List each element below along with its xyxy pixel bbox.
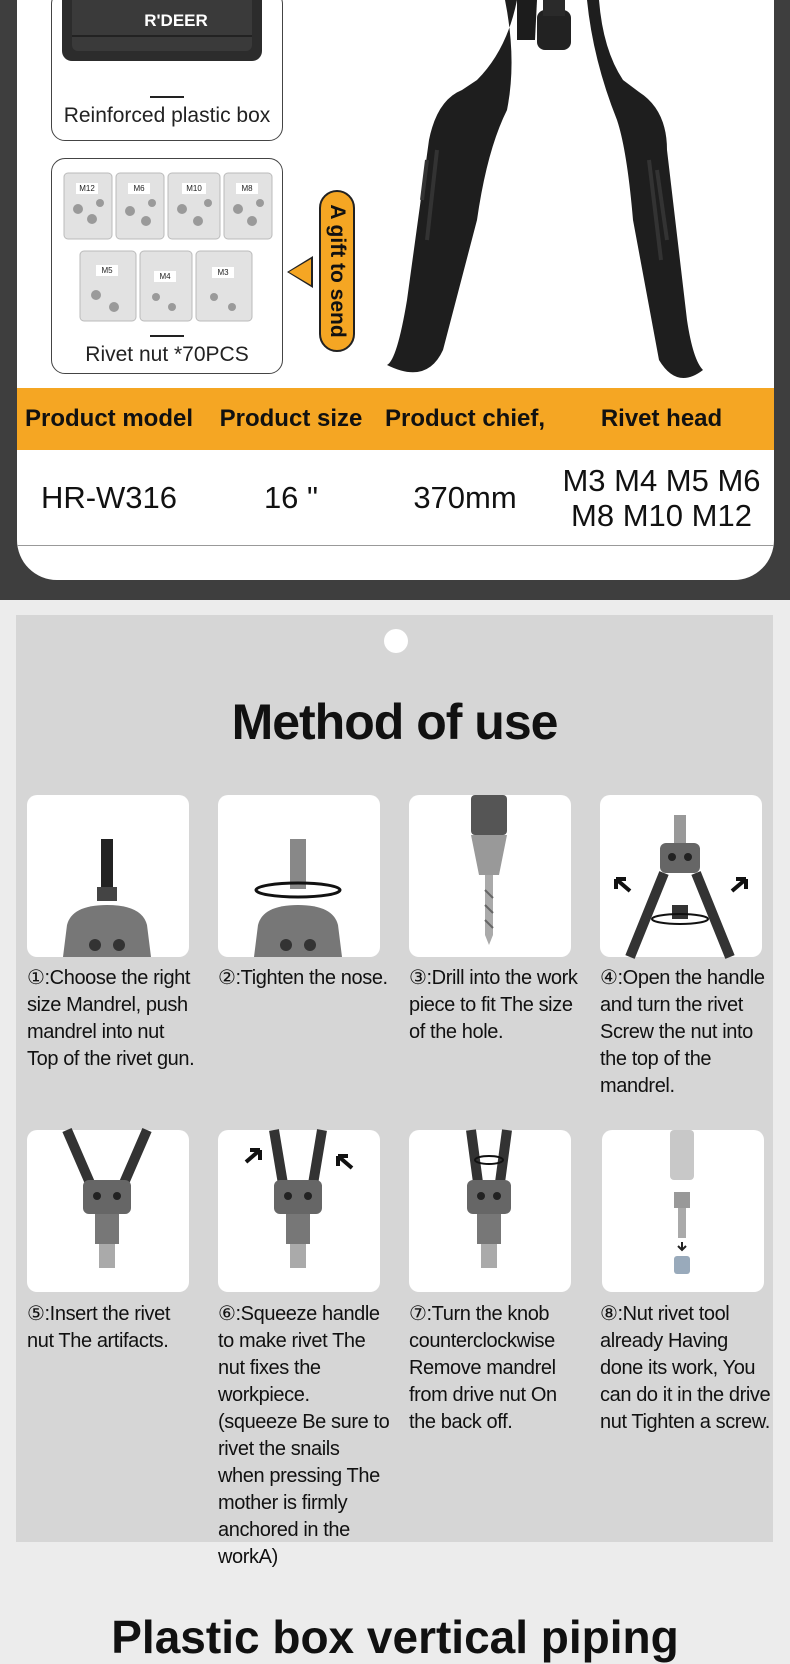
panel-dot-indicator bbox=[384, 629, 408, 653]
svg-text:M3: M3 bbox=[217, 268, 229, 277]
step-2-image bbox=[218, 795, 380, 957]
tighten-nose-icon bbox=[218, 795, 380, 957]
step-1-image bbox=[27, 795, 189, 957]
spec-table-header bbox=[17, 388, 774, 450]
spec-value-model: HR-W316 bbox=[40, 480, 178, 515]
case-caption-dash bbox=[150, 96, 184, 98]
svg-text:R'DEER: R'DEER bbox=[144, 11, 208, 30]
rivet-gun-head-icon bbox=[27, 795, 189, 957]
step-8-image bbox=[602, 1130, 764, 1292]
spec-table-row bbox=[17, 450, 774, 546]
step-5-text: ⑤:Insert the rivet nut The artifacts. bbox=[27, 1303, 171, 1352]
spec-header-size: Product size bbox=[219, 405, 363, 432]
squeeze-handle-icon bbox=[218, 1130, 380, 1292]
svg-text:M12: M12 bbox=[79, 184, 95, 193]
spec-header-length: Product chief, bbox=[384, 405, 546, 432]
spec-value-length: 370mm bbox=[413, 480, 517, 515]
step-3-text: ③:Drill into the work piece to fit The size of the hole. bbox=[409, 967, 578, 1043]
nuts-caption: Rivet nut *70PCS bbox=[85, 343, 249, 366]
step-7-text: ⑦:Turn the knob counterclockwise Remove mandrel from drive nut On the back off. bbox=[409, 1303, 557, 1433]
step-4-text: ④:Open the handle and turn the rivet Screw the nut into the top of the mandrel. bbox=[600, 967, 765, 1097]
next-section-title: Plastic box vertical piping bbox=[111, 1611, 679, 1663]
svg-text:M10: M10 bbox=[186, 184, 202, 193]
rivet-nut-bags-icon bbox=[52, 159, 284, 329]
svg-text:M5: M5 bbox=[101, 266, 113, 275]
finished-nut-icon bbox=[602, 1130, 764, 1292]
step-7-image bbox=[409, 1130, 571, 1292]
method-of-use-panel bbox=[16, 615, 773, 1568]
open-handle-icon bbox=[600, 795, 762, 957]
gift-label: A gift to send bbox=[326, 204, 349, 338]
spec-header-model: Product model bbox=[24, 405, 193, 432]
step-4-image bbox=[600, 795, 762, 957]
gift-arrow-icon bbox=[289, 259, 311, 285]
insert-nut-icon bbox=[27, 1130, 189, 1292]
step-3-image bbox=[409, 795, 571, 957]
svg-text:M8: M8 bbox=[241, 184, 253, 193]
svg-text:M6: M6 bbox=[133, 184, 145, 193]
accessory-case-card bbox=[51, 0, 283, 141]
spec-value-size: 16 " bbox=[263, 480, 319, 515]
step-5-image bbox=[27, 1130, 189, 1292]
step-6-text: ⑥:Squeeze handle to make rivet The nut fixes the workpiece. (squeeze Be sure to rivet the snails when pressing The mother is firmly anchored in the workA) bbox=[218, 1303, 390, 1568]
spec-value-rivet-head: M3 M4 M5 M6 M8 M10 M12 bbox=[562, 462, 761, 533]
step-6-image bbox=[218, 1130, 380, 1292]
spec-header-rivet-head: Rivet head bbox=[600, 405, 723, 432]
plastic-case-icon bbox=[52, 0, 284, 101]
svg-text:M4: M4 bbox=[159, 272, 171, 281]
method-title: Method of use bbox=[231, 694, 558, 750]
case-caption: Reinforced plastic box bbox=[63, 104, 271, 127]
product-card bbox=[17, 0, 774, 580]
gift-tag bbox=[319, 190, 355, 352]
turn-knob-icon bbox=[409, 1130, 571, 1292]
drill-bit-icon bbox=[409, 795, 571, 957]
rivet-tool-handles-icon bbox=[367, 0, 767, 385]
step-8-text: ⑧:Nut rivet tool already Having done its work, You can do it in the drive nut Tighten a screw. bbox=[600, 1303, 771, 1433]
nuts-caption-dash bbox=[150, 335, 184, 337]
accessory-nuts-card bbox=[51, 158, 283, 374]
step-1-text: ①:Choose the right size Mandrel, push mandrel into nut Top of the rivet gun. bbox=[27, 967, 195, 1070]
step-2-text: ②:Tighten the nose. bbox=[218, 967, 388, 989]
